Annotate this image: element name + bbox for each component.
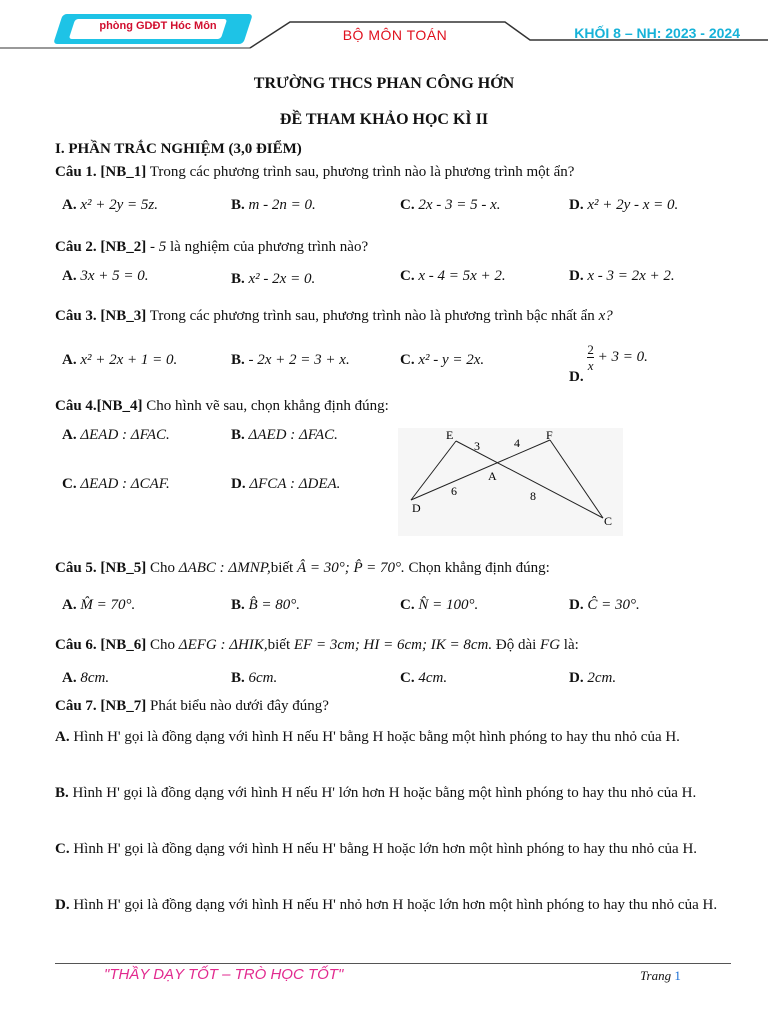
- question-7: [55, 698, 329, 715]
- question-condition: Â = 30°; P̂ = 70°.: [296, 560, 405, 576]
- q4-option-a[interactable]: A. ΔEAD : ΔFAC.: [62, 427, 170, 443]
- question-text: Trong các phương trình sau, phương trình nào là phương trình bậc nhất ẩn: [149, 308, 595, 324]
- q2-option-b[interactable]: B. x² - 2x = 0.: [231, 271, 316, 287]
- page-label: Trang: [640, 968, 672, 983]
- q3-option-a[interactable]: A. x² + 2x + 1 = 0.: [62, 352, 178, 368]
- q5-option-b[interactable]: B. B̂ = 80°.: [231, 597, 301, 613]
- q1-option-b[interactable]: B. m - 2n = 0.: [231, 197, 316, 213]
- q7-option-b[interactable]: B. Hình H' gọi là đồng dạng với hình H nếu H' lớn hơn H hoặc bằng một hình phóng to hay thu nhỏ của H.: [55, 785, 697, 801]
- question-3: [55, 308, 613, 325]
- q2-option-c[interactable]: C. x - 4 = 5x + 2.: [400, 268, 506, 284]
- header-right-text: KHỐI 8 – NH: 2023 - 2024: [574, 25, 740, 41]
- question-label: Câu 1. [NB_1]: [55, 164, 147, 180]
- q7-option-a[interactable]: A. Hình H' gọi là đồng dạng với hình H nếu H' bằng H hoặc bằng một hình phóng to hay thu nhỏ của H.: [55, 729, 680, 745]
- header-center-text: BỘ MÔN TOÁN: [342, 27, 448, 43]
- question-text: Trong các phương trình sau, phương trình nào là phương trình một ẩn?: [149, 164, 575, 180]
- q3-option-b[interactable]: B. - 2x + 2 = 3 + x.: [231, 352, 350, 368]
- question-2: [55, 239, 368, 256]
- length-8: 8: [530, 489, 536, 503]
- q5-option-c[interactable]: C. N̂ = 100°.: [400, 597, 479, 613]
- q1-option-c[interactable]: C. 2x - 3 = 5 - x.: [400, 197, 501, 213]
- q4-option-b[interactable]: B. ΔAED : ΔFAC.: [231, 427, 338, 443]
- triangle-figure: [398, 428, 623, 536]
- q6-option-b[interactable]: B. 6cm.: [231, 670, 278, 686]
- question-label: Câu 7. [NB_7]: [55, 698, 147, 714]
- question-4: [55, 398, 389, 415]
- question-label: Câu 6. [NB_6]: [55, 637, 147, 653]
- q6-option-a[interactable]: A. 8cm.: [62, 670, 110, 686]
- footer-divider: [55, 963, 731, 964]
- length-6: 6: [451, 484, 457, 498]
- question-math: ΔEFG : ΔHIK,: [178, 637, 268, 653]
- question-label: Câu 5. [NB_5]: [55, 560, 147, 576]
- point-F: F: [546, 428, 553, 442]
- q4-option-c[interactable]: C. ΔEAD : ΔCAF.: [62, 476, 170, 492]
- length-4: 4: [514, 436, 520, 450]
- q5-option-a[interactable]: A. M̂ = 70°.: [62, 597, 136, 613]
- q1-option-a[interactable]: A. x² + 2y = 5z.: [62, 197, 158, 213]
- question-6: Câu 6. [NB_6] Cho ΔEFG : ΔHIK,biết EF = 3cm; HI = 6cm; IK = 8cm. Độ dài FG là:: [55, 637, 579, 653]
- point-C: C: [604, 514, 613, 528]
- q7-option-c[interactable]: C. Hình H' gọi là đồng dạng với hình H nếu H' bằng H hoặc lớn hơn một hình phóng to hay thu nhỏ của H.: [55, 841, 698, 857]
- page-number: 1: [674, 968, 681, 983]
- q6-option-c[interactable]: C. 4cm.: [400, 670, 448, 686]
- q2-option-d[interactable]: D. x - 3 = 2x + 2.: [569, 268, 675, 284]
- q4-option-d[interactable]: D. ΔFCA : ΔDEA.: [231, 476, 341, 492]
- question-label: Câu 2. [NB_2]: [55, 239, 147, 255]
- fraction: $\frac{2}{x}$: [587, 342, 594, 373]
- point-D: D: [412, 501, 421, 515]
- q7-option-d[interactable]: D. Hình H' gọi là đồng dạng với hình H nếu H' nhỏ hơn H hoặc lớn hơn một hình phóng to hay thu nhỏ của H.: [55, 897, 718, 913]
- question-math: - 5: [150, 239, 167, 255]
- q2-option-a[interactable]: A. 3x + 5 = 0.: [62, 268, 149, 284]
- exam-title: ĐỀ THAM KHẢO HỌC KÌ II: [279, 111, 489, 128]
- q6-option-d[interactable]: D. 2cm.: [569, 670, 617, 686]
- school-title: TRƯỜNG THCS PHAN CÔNG HỚN: [253, 75, 515, 92]
- header-left-text: phòng GDĐT Hóc Môn: [99, 20, 217, 32]
- q3-option-d[interactable]: D. $\frac{2}{x}$ + 3 = 0.: [569, 342, 648, 385]
- question-condition: EF = 3cm; HI = 6cm; IK = 8cm.: [293, 637, 493, 653]
- question-5: Câu 5. [NB_5] Cho ΔABC : ΔMNP,biết Â = 30°; P̂ = 70°. Chọn khẳng định đúng:: [55, 560, 550, 576]
- section-heading: I. PHẦN TRẮC NGHIỆM (3,0 ĐIỂM): [55, 141, 302, 157]
- question-text: là nghiệm của phương trình nào?: [170, 239, 369, 255]
- q1-option-d[interactable]: D. x² + 2y - x = 0.: [569, 197, 679, 213]
- question-text: Phát biểu nào dưới đây đúng?: [150, 698, 329, 714]
- question-math: ΔABC : ΔMNP,: [178, 560, 271, 576]
- question-text: Cho hình vẽ sau, chọn khẳng định đúng:: [146, 398, 389, 414]
- question-1: [55, 164, 574, 181]
- footer-page: [640, 968, 681, 984]
- question-label: Câu 3. [NB_3]: [55, 308, 147, 324]
- question-label: Câu 4.[NB_4]: [55, 398, 143, 414]
- point-E: E: [446, 428, 454, 442]
- footer-slogan: "THẦY DẠY TỐT – TRÒ HỌC TỐT": [104, 966, 344, 983]
- q5-option-d[interactable]: D. Ĉ = 30°.: [569, 597, 640, 613]
- q3-option-c[interactable]: C. x² - y = 2x.: [400, 352, 485, 368]
- point-A: A: [488, 469, 497, 483]
- length-3: 3: [474, 439, 480, 453]
- question-math: x?: [598, 308, 613, 324]
